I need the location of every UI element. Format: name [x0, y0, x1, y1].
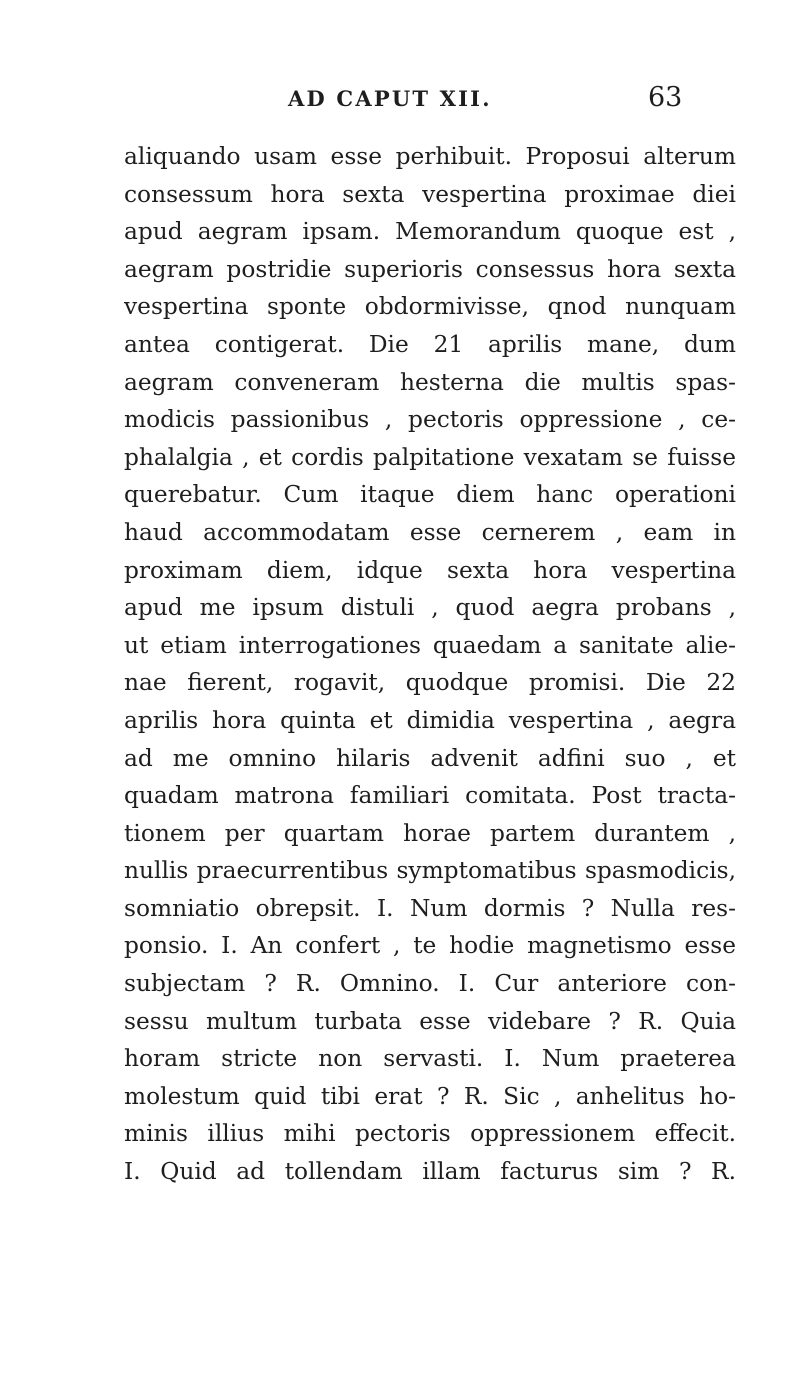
text-line: modicis passionibus , pectoris oppressione , ce- [124, 406, 736, 434]
text-line: aliquando usam esse perhibuit. Proposui alterum [124, 143, 736, 170]
text-line: consessum hora sexta vespertina proximae diei [124, 180, 736, 208]
running-head [0, 82, 800, 118]
text-line: antea contigerat. Die 21 aprilis mane, dum [124, 330, 736, 358]
text-line: aegram conveneram hesterna die multis spas- [124, 368, 736, 396]
text-line: minis illius mihi pectoris oppressionem effecit. [124, 1120, 736, 1148]
text-line: ponsio. I. An confert , te hodie magnetismo esse [124, 932, 736, 960]
text-line: aegram postridie superioris consessus hora sexta [124, 255, 736, 283]
text-line: nae fierent, rogavit, quodque promisi. Die 22 [124, 669, 736, 697]
text-line: proximam diem, idque sexta hora vespertina [124, 556, 736, 584]
text-line: nullis praecurrentibus symptomatibus spasmodicis, [124, 857, 736, 885]
text-line: ad me omnino hilaris advenit adfini suo , et [124, 744, 736, 772]
text-line: sessu multum turbata esse videbare ? R. Quia [124, 1007, 736, 1035]
text-line: phalalgia , et cordis palpitatione vexatam se fuisse [124, 443, 736, 471]
text-line: vespertina sponte obdormivisse, qnod nunquam [124, 293, 736, 321]
text-line: quadam matrona familiari comitata. Post tracta- [124, 782, 736, 810]
text-line: I. Quid ad tollendam illam facturus sim ? R. [124, 1158, 736, 1186]
text-line: horam stricte non servasti. I. Num praeterea [124, 1045, 736, 1073]
text-line: tionem per quartam horae partem durantem , [124, 819, 736, 847]
text-line: apud aegram ipsam. Memorandum quoque est , [124, 218, 736, 246]
text-line: apud me ipsum distuli , quod aegra probans , [124, 594, 736, 622]
page-number: 63 [648, 82, 683, 113]
body-text [124, 138, 736, 1191]
text-line: ut etiam interrogationes quaedam a sanitate alie- [124, 631, 736, 659]
text-line: somniatio obrepsit. I. Num dormis ? Nulla res- [124, 894, 736, 922]
text-line: molestum quid tibi erat ? R. Sic , anhelitus ho- [124, 1082, 736, 1110]
running-head-title: AD CAPUT XII. [288, 86, 492, 111]
text-line: haud accommodatam esse cernerem , eam in [124, 518, 736, 546]
text-line: subjectam ? R. Omnino. I. Cur anteriore con- [124, 970, 736, 998]
text-line: aprilis hora quinta et dimidia vespertina , aegra [124, 706, 736, 734]
text-line: querebatur. Cum itaque diem hanc operationi [124, 481, 736, 509]
